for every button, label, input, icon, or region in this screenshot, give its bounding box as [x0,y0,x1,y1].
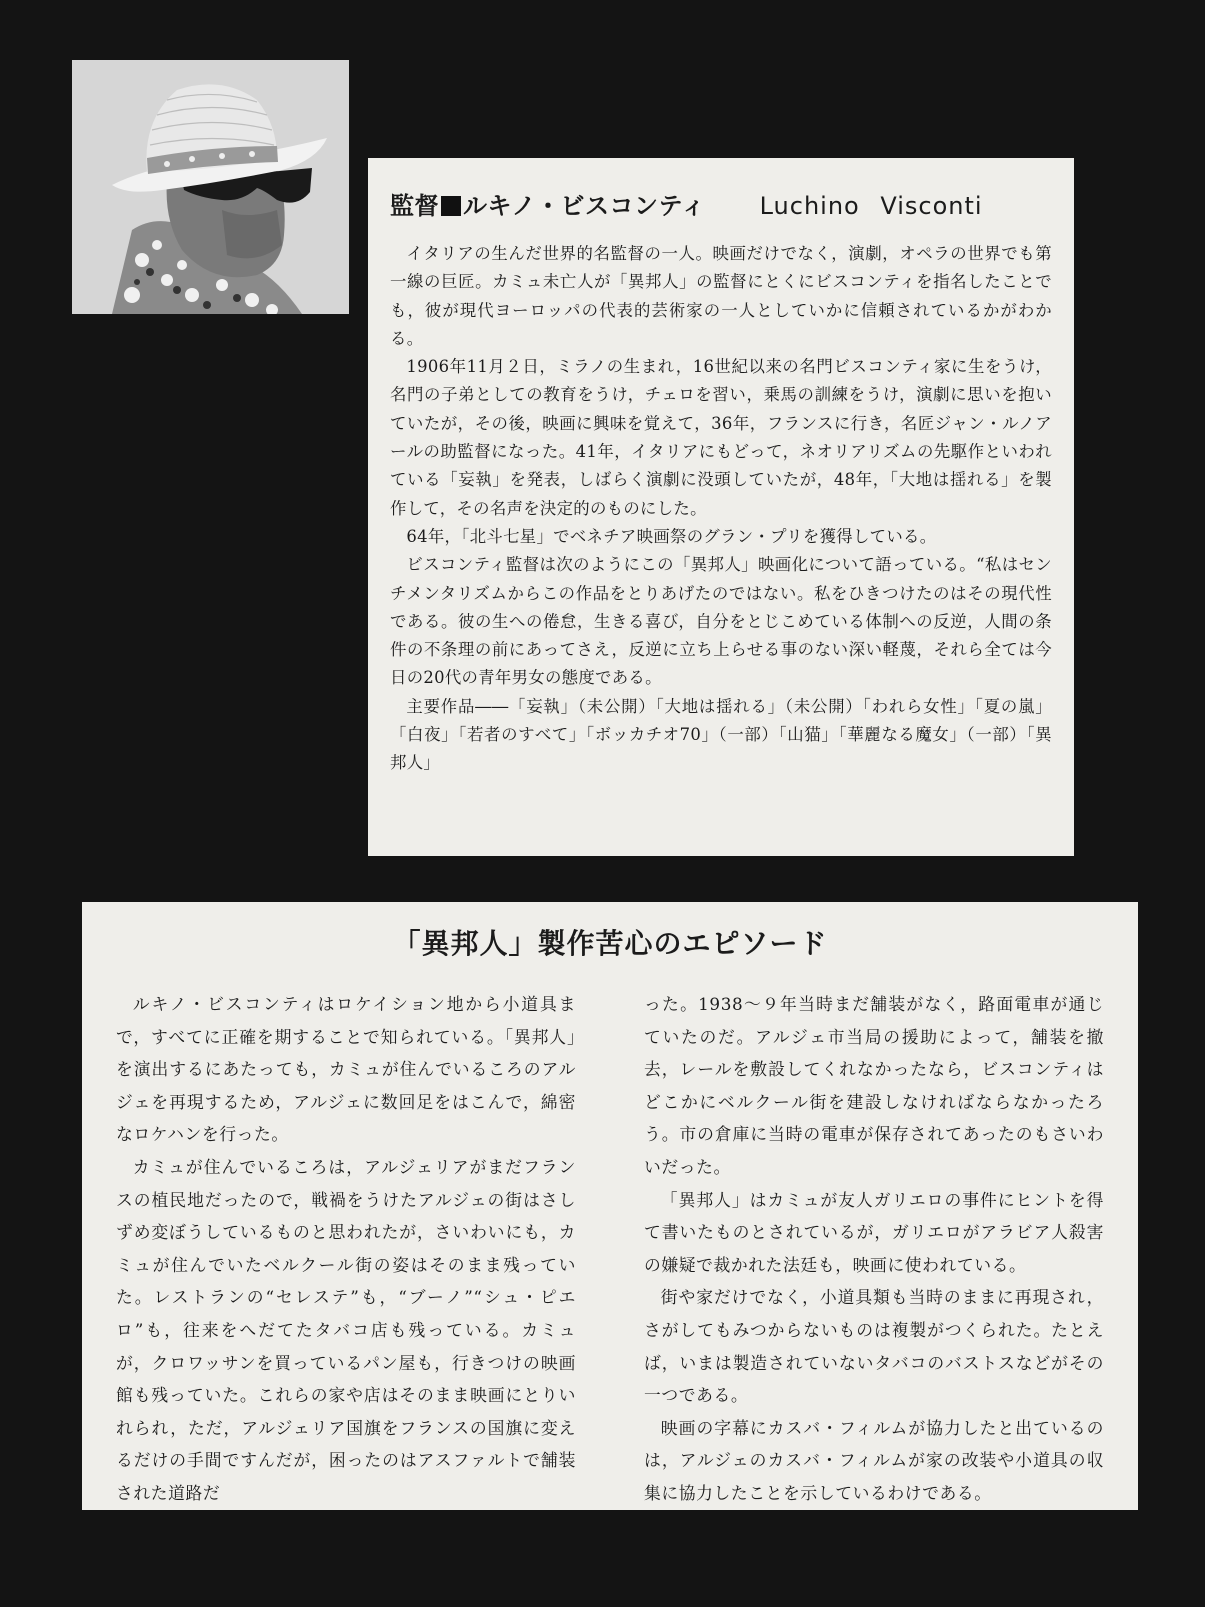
episode-paragraph: カミュが住んでいるころは，アルジェリアがまだフランスの植民地だったので，戦禍をうけたアルジェの街はさしずめ変ぼうしているものと思われたが，さいわいにも，カミュが住んでいたベルクール街の姿はそのまま残っていた。レストランの“セレステ”も，“ブーノ”“シュ・ピエロ”も，往来をへだてたタバコ店も残っている。カミュが，クロワッサンを買っているパン屋も，行きつけの映画館も残っていた。これらの家や店はそのまま映画にとりいれられ，ただ，アルジェリア国旗をフランスの国旗に変えるだけの手間ですんだが，困ったのはアスファルトで舗装された道路だ [116,1156,576,1503]
bio-paragraph: イタリアの生んだ世界的名監督の一人。映画だけでなく，演劇，オペラの世界でも第一線の巨匠。カミュ未亡人が「異邦人」の監督にとくにビスコンティを指名したことでも，彼が現代ヨーロッパの代表的芸術家の一人としていかに信頼されているかがわかる。 [390,244,1052,348]
episode-paragraph: ルキノ・ビスコンティはロケイション地から小道具まで，すべてに正確を期することで知られている。「異邦人」を演出するにあたっても，カミュが住んでいるころのアルジェを再現するため，アルジェに数回足をはこんで，綿密なロケハンを行った。 [116,994,576,1145]
black-square-icon [441,196,461,216]
heading-name-jp: ルキノ・ビスコンティ [463,192,706,220]
bio-paragraph: 主要作品――「妄執」（未公開）「大地は揺れる」（未公開）「われら女性」「夏の嵐」「白夜」「若者のすべて」「ボッカチオ70」（一部）「山猫」「華麗なる魔女」（一部）「異邦人」 [390,696,1052,773]
episode-column-right [644,988,1104,1510]
director-portrait-image [72,60,349,314]
heading-role: 監督 [390,192,439,220]
episode-column-left [116,988,576,1510]
episode-paragraph: 街や家だけでなく，小道具類も当時のままに再現され，さがしてもみつからないものは複製がつくられた。たとえば，いまは製造されていないタバコのバストスなどがその一つである。 [644,1287,1104,1406]
bio-body [390,240,1052,778]
episode-paragraph: った。1938～９年当時まだ舗装がなく，路面電車が通じていたのだ。アルジェ市当局の援助によって，舗装を撤去，レールを敷設してくれなかったなら，ビスコンティはどこかにベルクール街を建設しなければならなかったろう。市の倉庫に当時の電車が保存されてあったのもさいわいだった。 [644,994,1104,1177]
episode-panel [82,902,1138,1510]
bio-paragraph: 64年，「北斗七星」でベネチア映画祭のグラン・プリを獲得している。 [406,526,937,546]
bio-paragraph: 1906年11月２日，ミラノの生まれ，16世紀以来の名門ビスコンティ家に生をうけ，名門の子弟としての教育をうけ，チェロを習い，乗馬の訓練をうけ，演劇に思いを抱いていたが，その後，映画に興味を覚えて，36年，フランスに行き，名匠ジャン・ルノアールの助監督になった。41年，イタリアにもどって，ネオリアリズムの先駆作といわれている「妄執」を発表，しばらく演劇に没頭していたが，48年，「大地は揺れる」を製作して，その名声を決定的のものにした。 [390,357,1052,518]
episode-paragraph: 「異邦人」はカミュが友人ガリエロの事件にヒントを得て書いたものとされているが，ガリエロがアラビア人殺害の嫌疑で裁かれた法廷も，映画に使われている。 [644,1189,1104,1275]
episode-heading: 「異邦人」製作苦心のエピソード [392,927,828,960]
episode-columns [116,988,1104,1510]
director-bio-panel [368,158,1074,856]
director-photo [72,60,349,314]
episode-paragraph: 映画の字幕にカスバ・フィルムが協力したと出ているのは，アルジェのカスバ・フィルムが家の改装や小道具の収集に協力したことを示しているわけである。 [644,1417,1104,1503]
bio-paragraph: ビスコンティ監督は次のようにこの「異邦人」映画化について語っている。“私はセンチメンタリズムからこの作品をとりあげたのではない。私をひきつけたのはその現代性である。彼の生への倦怠，生きる喜び，自分をとじこめている体制への反逆，人間の条件の不条理の前にあってさえ，反逆に立ち上らせる事のない深い軽蔑，それら全ては今日の20代の青年男女の態度である。 [390,555,1052,688]
heading-name-en: Luchino Visconti [759,192,983,220]
director-heading [390,186,1052,222]
